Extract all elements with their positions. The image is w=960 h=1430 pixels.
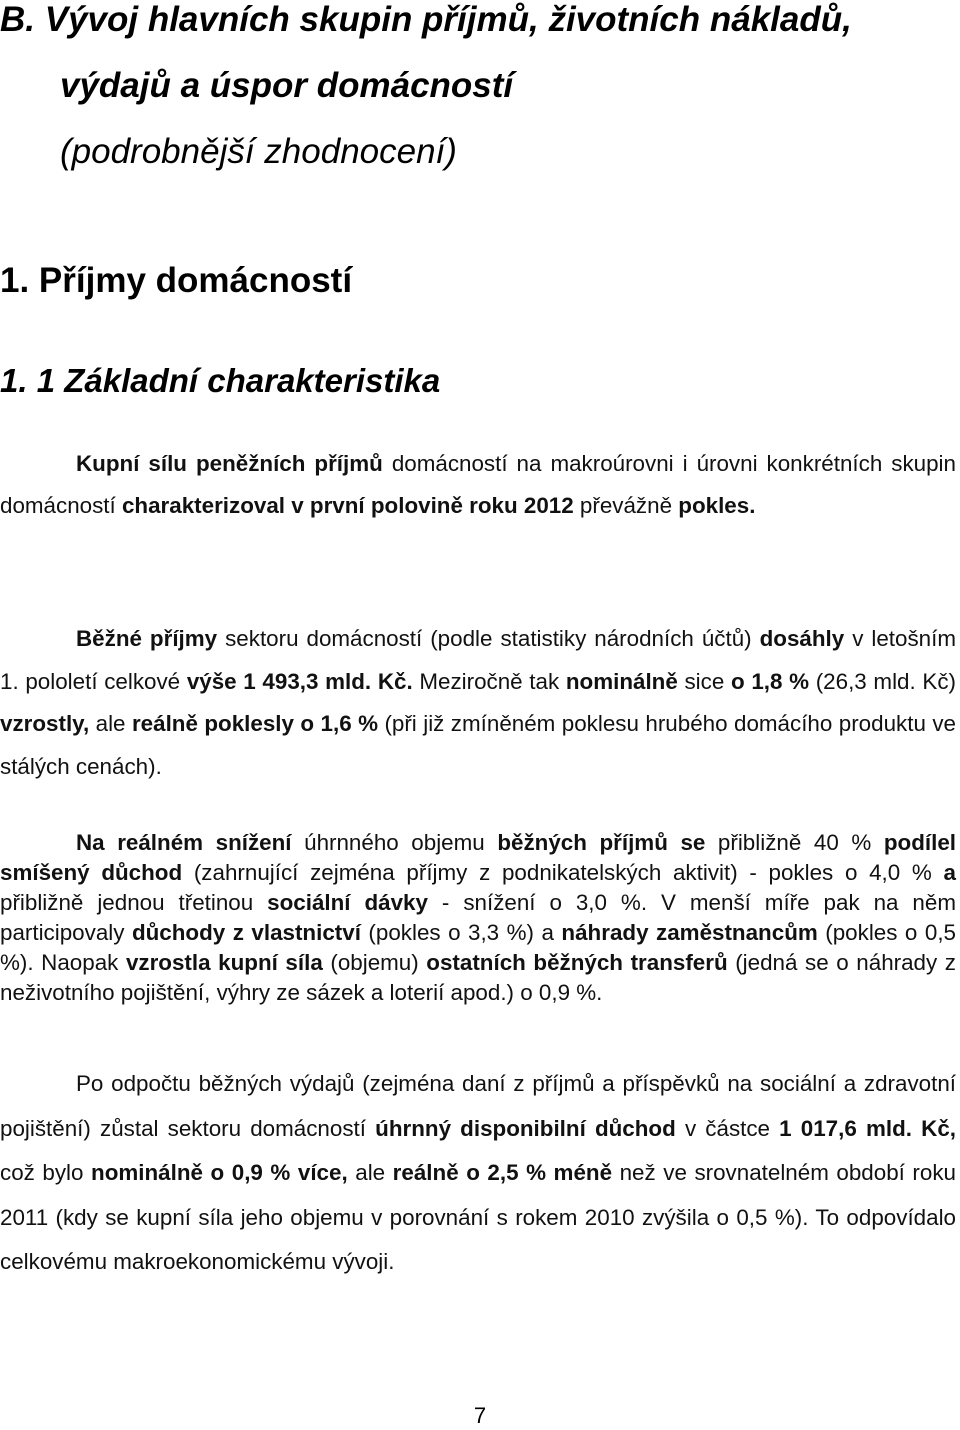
paragraph-4 [0,1062,956,1285]
text-run: (26,3 mld. Kč) [809,668,956,694]
text-run: (jedná se o náhrady z neživotního pojištění, výhry ze sázek a loterií apod.) o 0,9 %. [0,950,956,1006]
bold-text-run: úhrnný disponibilní důchod [375,1115,676,1141]
text-run: což bylo [0,1160,92,1185]
text-run: (objemu) [322,950,427,976]
bold-text-run: 1 017,6 mld. Kč, [779,1115,956,1141]
paragraph-3 [0,828,956,1009]
text-run: (pokles o 3,3 %) a [360,920,562,946]
text-run: sice [677,668,731,694]
section-heading-line-1: B. Vývoj hlavních skupin příjmů, životních nákladů, [0,0,852,39]
bold-text-run: náhrady zaměstnancům [561,920,818,946]
text-run: - snížení o 3,0 %. V menší míře pak na něm participovaly [0,890,956,946]
page-number: 7 [473,1403,487,1428]
text-run: ale [347,1160,393,1185]
text-run: sektoru domácností (podle statistiky národních účtů) [217,626,760,651]
bold-text-run: Běžné příjmy [76,626,218,651]
bold-text-run: nominálně [565,668,678,694]
bold-text-run: charakterizoval v první polovině roku 2012 [121,493,574,518]
section-heading-line-2: výdajů a úspor domácností [60,66,514,105]
text-run: přibližně jednou třetinou [0,890,268,916]
bold-text-run: podílel smíšený důchod [0,830,956,886]
text-run: převážně [573,493,679,518]
text-run: (zahrnující zejména příjmy z podnikatelských aktivit) - pokles o 4,0 % [182,860,944,886]
bold-text-run: pokles. [678,493,756,518]
text-run: Po odpočtu běžných výdajů (zejména daní z příjmů a příspěvků na sociální a zdravotní pojištění) zůstal sektoru domácností [0,1071,956,1141]
bold-text-run: sociální dávky [267,890,428,916]
text-run: v letošním 1. pololetí celkové [0,626,956,694]
chapter-heading: 1. Příjmy domácností [0,261,353,300]
bold-text-run: Kupní sílu peněžních příjmů [76,451,383,476]
bold-text-run: a [943,860,956,886]
text-run: úhrnného objemu [291,830,498,855]
text-run: ale [89,711,132,736]
bold-text-run: Na reálném snížení [76,830,292,855]
section-heading-subtitle: (podrobnější zhodnocení) [60,132,457,171]
text-run: Meziročně tak [412,668,566,694]
bold-text-run: důchody z vlastnictví [131,920,361,946]
bold-text-run: vzrostla kupní síla [125,950,323,976]
text-run: (pokles o 0,5 %). Naopak [0,920,956,976]
bold-text-run: běžných příjmů se [497,830,706,855]
bold-text-run: o 1,8 % [730,668,810,694]
bold-text-run: dosáhly [759,626,845,651]
bold-text-run: ostatních běžných transferů [426,950,728,976]
text-run: v částce [675,1115,780,1141]
bold-text-run: reálně o 2,5 % méně [392,1160,613,1185]
bold-text-run: vzrostly, [0,711,90,736]
bold-text-run: reálně poklesly o 1,6 % [131,711,378,736]
text-run: (při již zmíněném poklesu hrubého domácího produktu ve stálých cenách). [0,711,956,779]
bold-text-run: výše 1 493,3 mld. Kč. [186,668,413,694]
paragraph-2 [0,618,956,788]
text-run: přibližně 40 % [705,830,884,855]
text-run: než ve srovnatelném období roku 2011 (kdy se kupní síla jeho objemu v porovnání s rokem 2010 zvýšila o 0,5 %). To odpovídalo celkovému makroekonomickému vývoji. [0,1160,956,1274]
bold-text-run: nominálně o 0,9 % více, [91,1160,348,1185]
text-run: domácností na makroúrovni i úrovni konkrétních skupin domácností [0,451,956,518]
paragraph-1 [0,443,956,527]
subchapter-heading: 1. 1 Základní charakteristika [0,362,441,399]
